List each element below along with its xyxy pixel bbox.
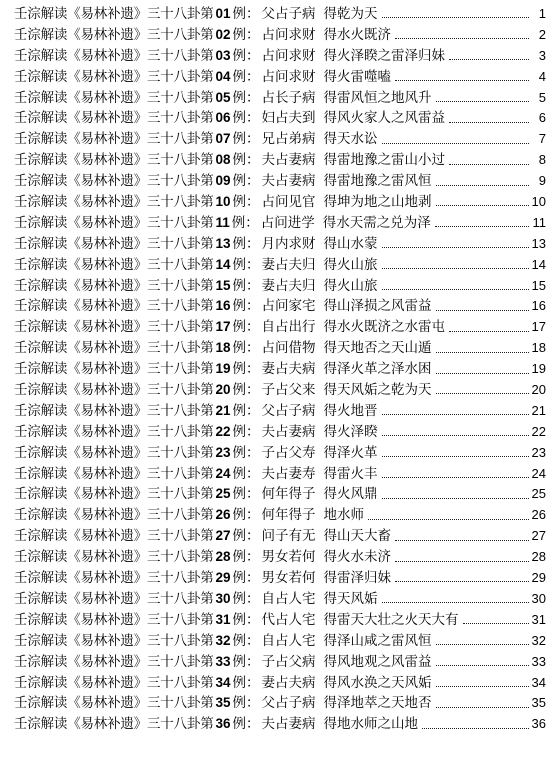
entry-prefix: 壬淙解读《易林补遗》三十八卦第 bbox=[14, 277, 214, 294]
dot-leader bbox=[436, 309, 529, 311]
entry-hexagram: 得风火家人之风雷益 bbox=[323, 110, 446, 127]
entry-hexagram: 得火风鼎 bbox=[323, 486, 378, 503]
entry-suffix: 例： bbox=[232, 194, 260, 211]
entry-number: 15 bbox=[215, 277, 231, 293]
dot-leader bbox=[449, 58, 529, 60]
entry-number: 03 bbox=[215, 47, 231, 63]
toc-entry[interactable] bbox=[14, 505, 546, 526]
entry-page-number: 18 bbox=[531, 340, 546, 356]
dot-leader bbox=[395, 79, 529, 81]
entry-page-number: 31 bbox=[531, 611, 546, 627]
dot-leader bbox=[382, 246, 529, 248]
entry-prefix: 壬淙解读《易林补遗》三十八卦第 bbox=[14, 214, 214, 231]
toc-entry[interactable] bbox=[14, 296, 546, 317]
entry-page-number: 22 bbox=[531, 423, 546, 439]
entry-suffix: 例： bbox=[232, 277, 260, 294]
toc-entry[interactable] bbox=[14, 317, 546, 338]
dot-leader bbox=[382, 601, 529, 603]
entry-prefix: 壬淙解读《易林补遗》三十八卦第 bbox=[14, 507, 214, 524]
entry-page-number: 19 bbox=[531, 361, 546, 377]
entry-prefix: 壬淙解读《易林补遗》三十八卦第 bbox=[14, 632, 214, 649]
entry-number: 21 bbox=[215, 402, 231, 418]
entry-example: 夫占妻病 bbox=[261, 173, 316, 190]
entry-prefix: 壬淙解读《易林补遗》三十八卦第 bbox=[14, 319, 214, 336]
dot-leader bbox=[436, 685, 529, 687]
toc-entry[interactable] bbox=[14, 401, 546, 422]
entry-prefix: 壬淙解读《易林补遗》三十八卦第 bbox=[14, 402, 214, 419]
entry-number: 14 bbox=[215, 256, 231, 272]
entry-example: 自占出行 bbox=[261, 319, 316, 336]
toc-entry[interactable] bbox=[14, 610, 546, 631]
toc-entry[interactable] bbox=[14, 213, 546, 234]
toc-entry[interactable] bbox=[14, 46, 546, 67]
dot-leader bbox=[382, 497, 529, 499]
entry-example: 占问见官 bbox=[261, 194, 316, 211]
entry-prefix: 壬淙解读《易林补遗》三十八卦第 bbox=[14, 152, 214, 169]
entry-number: 04 bbox=[215, 68, 231, 84]
toc-entry[interactable] bbox=[14, 526, 546, 547]
entry-suffix: 例： bbox=[232, 319, 260, 336]
toc-entry[interactable] bbox=[14, 88, 546, 109]
entry-page-number: 29 bbox=[531, 570, 546, 586]
entry-prefix: 壬淙解读《易林补遗》三十八卦第 bbox=[14, 695, 214, 712]
toc-entry[interactable] bbox=[14, 192, 546, 213]
entry-hexagram: 得泽火革之泽水困 bbox=[323, 361, 432, 378]
entry-number: 05 bbox=[215, 89, 231, 105]
toc-entry[interactable] bbox=[14, 150, 546, 171]
entry-suffix: 例： bbox=[232, 235, 260, 252]
entry-prefix: 壬淙解读《易林补遗》三十八卦第 bbox=[14, 674, 214, 691]
entry-page-number: 8 bbox=[538, 152, 546, 168]
entry-page-number: 28 bbox=[531, 549, 546, 565]
entry-prefix: 壬淙解读《易林补遗》三十八卦第 bbox=[14, 235, 214, 252]
entry-page-number: 11 bbox=[532, 214, 546, 230]
entry-suffix: 例： bbox=[232, 298, 260, 315]
entry-hexagram: 得坤为地之山地剥 bbox=[323, 194, 432, 211]
dot-leader bbox=[436, 643, 529, 645]
entry-suffix: 例： bbox=[232, 256, 260, 273]
entry-example: 妻占夫归 bbox=[261, 277, 316, 294]
entry-suffix: 例： bbox=[232, 549, 260, 566]
entry-prefix: 壬淙解读《易林补遗》三十八卦第 bbox=[14, 68, 214, 85]
entry-prefix: 壬淙解读《易林补遗》三十八卦第 bbox=[14, 382, 214, 399]
entry-number: 10 bbox=[215, 194, 231, 210]
entry-number: 02 bbox=[215, 26, 231, 42]
entry-hexagram: 得雷地豫之雷风恒 bbox=[323, 173, 432, 190]
entry-example: 妻占夫归 bbox=[261, 256, 316, 273]
entry-example: 夫占妻病 bbox=[261, 423, 316, 440]
entry-suffix: 例： bbox=[232, 340, 260, 357]
entry-hexagram: 得山天大畜 bbox=[323, 528, 392, 545]
entry-hexagram: 得火山旅 bbox=[323, 256, 378, 273]
entry-number: 30 bbox=[215, 590, 231, 606]
entry-suffix: 例： bbox=[231, 214, 259, 231]
entry-number: 13 bbox=[215, 235, 231, 251]
entry-page-number: 15 bbox=[531, 277, 546, 293]
entry-prefix: 壬淙解读《易林补遗》三十八卦第 bbox=[14, 131, 214, 148]
entry-page-number: 9 bbox=[538, 173, 546, 189]
entry-example: 占问求财 bbox=[261, 68, 316, 85]
entry-suffix: 例： bbox=[232, 590, 260, 607]
toc-entry[interactable] bbox=[14, 359, 546, 380]
dot-leader bbox=[382, 476, 529, 478]
dot-leader bbox=[449, 121, 529, 123]
toc-entry[interactable] bbox=[14, 568, 546, 589]
entry-prefix: 壬淙解读《易林补遗》三十八卦第 bbox=[14, 486, 214, 503]
entry-hexagram: 得火泽睽之雷泽归妹 bbox=[323, 47, 446, 64]
entry-number: 20 bbox=[215, 382, 231, 398]
entry-suffix: 例： bbox=[232, 507, 260, 524]
entry-number: 08 bbox=[215, 152, 231, 168]
toc-entry[interactable] bbox=[14, 547, 546, 568]
dot-leader bbox=[436, 184, 529, 186]
entry-suffix: 例： bbox=[232, 674, 260, 691]
entry-page-number: 10 bbox=[531, 194, 546, 210]
dot-leader bbox=[382, 434, 529, 436]
entry-hexagram: 得天地否之天山遁 bbox=[323, 340, 432, 357]
entry-example: 夫占妻寿 bbox=[261, 465, 316, 482]
entry-example: 占问进学 bbox=[260, 214, 315, 231]
entry-suffix: 例： bbox=[232, 444, 260, 461]
entry-hexagram: 得天风姤 bbox=[323, 590, 378, 607]
entry-example: 妇占夫到 bbox=[261, 110, 316, 127]
entry-prefix: 壬淙解读《易林补遗》三十八卦第 bbox=[14, 89, 214, 106]
entry-example: 子占父来 bbox=[261, 382, 316, 399]
entry-example: 妻占夫病 bbox=[261, 361, 316, 378]
entry-number: 06 bbox=[215, 110, 231, 126]
entry-page-number: 7 bbox=[538, 131, 546, 147]
entry-number: 19 bbox=[215, 361, 231, 377]
toc-entry[interactable] bbox=[14, 380, 546, 401]
entry-suffix: 例： bbox=[232, 110, 260, 127]
entry-hexagram: 得火雷噬嗑 bbox=[323, 68, 392, 85]
entry-hexagram: 得火山旅 bbox=[323, 277, 378, 294]
entry-suffix: 例： bbox=[232, 570, 260, 587]
dot-leader bbox=[436, 204, 529, 206]
toc-entry[interactable] bbox=[14, 234, 546, 255]
entry-hexagram: 得风水涣之天风姤 bbox=[323, 674, 432, 691]
entry-example: 父占子病 bbox=[261, 695, 316, 712]
entry-page-number: 3 bbox=[538, 47, 546, 63]
entry-page-number: 36 bbox=[531, 716, 546, 732]
entry-number: 36 bbox=[215, 716, 231, 732]
entry-hexagram: 得水天需之兑为泽 bbox=[322, 214, 431, 231]
entry-page-number: 25 bbox=[531, 486, 546, 502]
entry-suffix: 例： bbox=[232, 68, 260, 85]
entry-hexagram: 得山泽损之风雷益 bbox=[323, 298, 432, 315]
entry-prefix: 壬淙解读《易林补遗》三十八卦第 bbox=[14, 256, 214, 273]
entry-hexagram: 得火水未济 bbox=[323, 549, 392, 566]
entry-example: 夫占妻病 bbox=[261, 152, 316, 169]
entry-example: 子占父寿 bbox=[261, 444, 316, 461]
toc-entry[interactable] bbox=[14, 171, 546, 192]
entry-hexagram: 得水火既济之水雷屯 bbox=[323, 319, 446, 336]
entry-example: 占问家宅 bbox=[261, 298, 316, 315]
entry-suffix: 例： bbox=[232, 486, 260, 503]
dot-leader bbox=[382, 288, 529, 290]
entry-suffix: 例： bbox=[232, 361, 260, 378]
entry-prefix: 壬淙解读《易林补遗》三十八卦第 bbox=[14, 423, 214, 440]
entry-prefix: 壬淙解读《易林补遗》三十八卦第 bbox=[14, 716, 214, 733]
dot-leader bbox=[395, 580, 529, 582]
entry-example: 自占人宅 bbox=[261, 590, 316, 607]
entry-hexagram: 得泽地萃之天地否 bbox=[323, 695, 432, 712]
entry-hexagram: 得雷天大壮之火天大有 bbox=[323, 611, 459, 628]
entry-prefix: 壬淙解读《易林补遗》三十八卦第 bbox=[14, 298, 214, 315]
entry-hexagram: 得雷火丰 bbox=[323, 465, 378, 482]
entry-number: 34 bbox=[215, 674, 231, 690]
entry-number: 24 bbox=[215, 465, 231, 481]
entry-example: 父占子病 bbox=[261, 402, 316, 419]
entry-suffix: 例： bbox=[232, 402, 260, 419]
toc-entry[interactable] bbox=[14, 4, 546, 25]
entry-number: 31 bbox=[215, 611, 231, 627]
entry-example: 子占父病 bbox=[261, 653, 316, 670]
entry-prefix: 壬淙解读《易林补遗》三十八卦第 bbox=[14, 549, 214, 566]
entry-number: 28 bbox=[215, 549, 231, 565]
entry-number: 16 bbox=[215, 298, 231, 314]
toc-entry[interactable] bbox=[14, 338, 546, 359]
entry-suffix: 例： bbox=[232, 26, 260, 43]
entry-hexagram: 得山水蒙 bbox=[323, 235, 378, 252]
entry-page-number: 13 bbox=[531, 235, 546, 251]
entry-page-number: 35 bbox=[531, 695, 546, 711]
entry-page-number: 17 bbox=[531, 319, 546, 335]
entry-example: 代占人宅 bbox=[261, 611, 316, 628]
toc-entry[interactable] bbox=[14, 673, 546, 694]
entry-number: 09 bbox=[215, 173, 231, 189]
dot-leader bbox=[449, 330, 529, 332]
entry-hexagram: 得雷地豫之雷山小过 bbox=[323, 152, 446, 169]
entry-prefix: 壬淙解读《易林补遗》三十八卦第 bbox=[14, 194, 214, 211]
entry-prefix: 壬淙解读《易林补遗》三十八卦第 bbox=[14, 340, 214, 357]
entry-suffix: 例： bbox=[232, 6, 260, 22]
entry-prefix: 壬淙解读《易林补遗》三十八卦第 bbox=[14, 653, 214, 670]
entry-hexagram: 得雷风恒之地风升 bbox=[323, 89, 432, 106]
entry-prefix: 壬淙解读《易林补遗》三十八卦第 bbox=[14, 444, 214, 461]
entry-example: 占问借物 bbox=[261, 340, 316, 357]
entry-prefix: 壬淙解读《易林补遗》三十八卦第 bbox=[14, 361, 214, 378]
entry-hexagram: 得地水师之山地 bbox=[323, 716, 419, 733]
entry-number: 23 bbox=[215, 444, 231, 460]
entry-number: 07 bbox=[215, 131, 231, 147]
dot-leader bbox=[382, 16, 529, 18]
entry-number: 01 bbox=[215, 6, 231, 21]
dot-leader bbox=[395, 37, 529, 39]
entry-page-number: 14 bbox=[531, 256, 546, 272]
entry-suffix: 例： bbox=[232, 465, 260, 482]
entry-suffix: 例： bbox=[232, 173, 260, 190]
entry-number: 25 bbox=[215, 486, 231, 502]
dot-leader bbox=[436, 100, 529, 102]
entry-prefix: 壬淙解读《易林补遗》三十八卦第 bbox=[14, 528, 214, 545]
entry-suffix: 例： bbox=[232, 528, 260, 545]
entry-hexagram: 得火地晋 bbox=[323, 402, 378, 419]
entry-page-number: 34 bbox=[531, 674, 546, 690]
entry-prefix: 壬淙解读《易林补遗》三十八卦第 bbox=[14, 590, 214, 607]
entry-page-number: 16 bbox=[531, 298, 546, 314]
entry-page-number: 4 bbox=[538, 68, 546, 84]
toc-entry[interactable] bbox=[14, 693, 546, 714]
entry-hexagram: 得风地观之风雷益 bbox=[323, 653, 432, 670]
entry-number: 27 bbox=[215, 528, 231, 544]
entry-hexagram: 得水火既济 bbox=[323, 26, 392, 43]
entry-page-number: 20 bbox=[531, 382, 546, 398]
entry-page-number: 26 bbox=[531, 507, 546, 523]
entry-prefix: 壬淙解读《易林补遗》三十八卦第 bbox=[14, 110, 214, 127]
entry-prefix: 壬淙解读《易林补遗》三十八卦第 bbox=[14, 465, 214, 482]
entry-page-number: 1 bbox=[538, 6, 546, 21]
toc-entry[interactable] bbox=[14, 464, 546, 485]
entry-hexagram: 得雷泽归妹 bbox=[323, 570, 392, 587]
toc-entry[interactable] bbox=[14, 484, 546, 505]
entry-page-number: 30 bbox=[531, 590, 546, 606]
dot-leader bbox=[382, 413, 529, 415]
entry-number: 29 bbox=[215, 570, 231, 586]
toc-entry[interactable] bbox=[14, 255, 546, 276]
entry-example: 父占子病 bbox=[261, 6, 316, 22]
entry-suffix: 例： bbox=[232, 131, 260, 148]
entry-page-number: 23 bbox=[531, 444, 546, 460]
entry-number: 11 bbox=[215, 214, 230, 230]
entry-number: 22 bbox=[215, 423, 231, 439]
entry-example: 妻占夫病 bbox=[261, 674, 316, 691]
entry-hexagram: 地水师 bbox=[323, 507, 365, 524]
entry-suffix: 例： bbox=[232, 653, 260, 670]
entry-page-number: 33 bbox=[531, 653, 546, 669]
dot-leader bbox=[382, 267, 529, 269]
toc-entry[interactable] bbox=[14, 108, 546, 129]
entry-number: 33 bbox=[215, 653, 231, 669]
entry-hexagram: 得火泽睽 bbox=[323, 423, 378, 440]
entry-prefix: 壬淙解读《易林补遗》三十八卦第 bbox=[14, 611, 214, 628]
entry-suffix: 例： bbox=[232, 89, 260, 106]
entry-suffix: 例： bbox=[232, 47, 260, 64]
toc-entry[interactable] bbox=[14, 129, 546, 150]
entry-example: 占问求财 bbox=[261, 26, 316, 43]
dot-leader bbox=[395, 539, 529, 541]
entry-example: 何年得子 bbox=[261, 507, 316, 524]
entry-number: 17 bbox=[215, 319, 231, 335]
dot-leader bbox=[463, 622, 529, 624]
entry-suffix: 例： bbox=[232, 632, 260, 649]
entry-page-number: 6 bbox=[538, 110, 546, 126]
dot-leader bbox=[436, 706, 529, 708]
dot-leader bbox=[435, 225, 529, 227]
dot-leader bbox=[368, 518, 529, 520]
entry-page-number: 27 bbox=[531, 528, 546, 544]
entry-hexagram: 得天风姤之乾为天 bbox=[323, 382, 432, 399]
toc-entry[interactable] bbox=[14, 631, 546, 652]
entry-example: 兄占弟病 bbox=[261, 131, 316, 148]
entry-example: 月内求财 bbox=[261, 235, 316, 252]
entry-hexagram: 得泽火革 bbox=[323, 444, 378, 461]
entry-example: 男女若何 bbox=[261, 570, 316, 587]
toc-entry[interactable] bbox=[14, 422, 546, 443]
toc-entry[interactable] bbox=[14, 25, 546, 46]
dot-leader bbox=[382, 455, 529, 457]
entry-suffix: 例： bbox=[232, 695, 260, 712]
entry-number: 26 bbox=[215, 507, 231, 523]
entry-example: 占问求财 bbox=[261, 47, 316, 64]
entry-prefix: 壬淙解读《易林补遗》三十八卦第 bbox=[14, 26, 214, 43]
entry-page-number: 21 bbox=[531, 402, 546, 418]
toc-entry[interactable] bbox=[14, 67, 546, 88]
entry-page-number: 2 bbox=[538, 26, 546, 42]
entry-number: 32 bbox=[215, 632, 231, 648]
entry-page-number: 24 bbox=[531, 465, 546, 481]
entry-page-number: 5 bbox=[538, 89, 546, 105]
entry-example: 男女若何 bbox=[261, 549, 316, 566]
entry-prefix: 壬淙解读《易林补遗》三十八卦第 bbox=[14, 47, 214, 64]
entry-suffix: 例： bbox=[232, 382, 260, 399]
entry-page-number: 32 bbox=[531, 632, 546, 648]
entry-prefix: 壬淙解读《易林补遗》三十八卦第 bbox=[14, 173, 214, 190]
toc-entry[interactable] bbox=[14, 589, 546, 610]
entry-example: 夫占妻病 bbox=[261, 716, 316, 733]
entry-suffix: 例： bbox=[232, 611, 260, 628]
entry-suffix: 例： bbox=[232, 423, 260, 440]
dot-leader bbox=[436, 351, 529, 353]
toc-entry[interactable] bbox=[14, 714, 546, 735]
toc-entry[interactable] bbox=[14, 652, 546, 673]
dot-leader bbox=[395, 560, 529, 562]
entry-number: 35 bbox=[215, 695, 231, 711]
toc-entry[interactable] bbox=[14, 443, 546, 464]
dot-leader bbox=[382, 142, 529, 144]
entry-example: 占长子病 bbox=[261, 89, 316, 106]
dot-leader bbox=[436, 664, 529, 666]
toc-entry[interactable] bbox=[14, 276, 546, 297]
dot-leader bbox=[449, 163, 529, 165]
entry-example: 问子有无 bbox=[261, 528, 316, 545]
dot-leader bbox=[436, 372, 529, 374]
dot-leader bbox=[436, 392, 529, 394]
entry-hexagram: 得乾为天 bbox=[323, 6, 378, 22]
entry-number: 18 bbox=[215, 340, 231, 356]
entry-prefix: 壬淙解读《易林补遗》三十八卦第 bbox=[14, 6, 214, 22]
entry-example: 何年得子 bbox=[261, 486, 316, 503]
entry-suffix: 例： bbox=[232, 716, 260, 733]
entry-suffix: 例： bbox=[232, 152, 260, 169]
dot-leader bbox=[422, 727, 529, 729]
entry-prefix: 壬淙解读《易林补遗》三十八卦第 bbox=[14, 570, 214, 587]
entry-hexagram: 得泽山咸之雷风恒 bbox=[323, 632, 432, 649]
entry-hexagram: 得天水讼 bbox=[323, 131, 378, 148]
table-of-contents bbox=[14, 4, 546, 735]
entry-example: 自占人宅 bbox=[261, 632, 316, 649]
